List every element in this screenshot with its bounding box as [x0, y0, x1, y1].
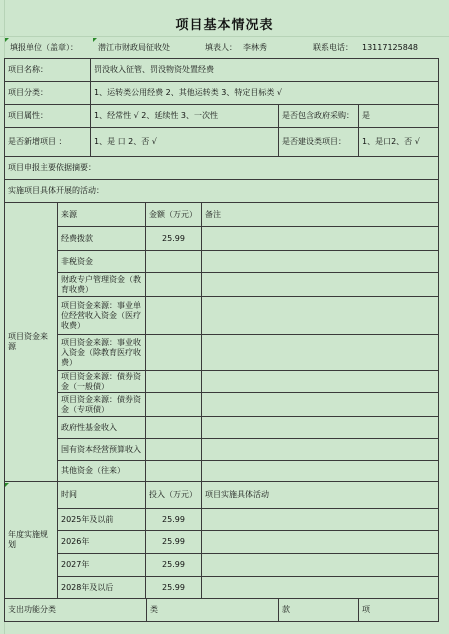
annual-row-time: 2026年 — [57, 530, 146, 554]
funding-row-amount — [145, 272, 202, 297]
annual-row-activity — [201, 553, 439, 577]
activities-label: 实施项目具体开展的活动： — [4, 179, 439, 203]
funding-row-source: 国有资本经营预算收入 — [57, 438, 146, 461]
grid-line — [0, 36, 449, 37]
new-project-value: 1、是 口 2、否 √ — [90, 127, 279, 157]
construction-label: 是否建设类项目： — [278, 127, 359, 157]
gov-purchase-label: 是否包含政府采购： — [278, 104, 359, 128]
annual-row-activity — [201, 576, 439, 599]
funding-row-source: 项目资金来源：债券资金（一般债） — [57, 370, 146, 393]
funding-col-note: 备注 — [201, 202, 439, 227]
annual-col-activity: 项目实施具体活动 — [201, 481, 439, 509]
funding-row-note — [201, 250, 439, 273]
funding-row-source: 经费拨款 — [57, 226, 146, 251]
phone-label: 联系电话： — [313, 42, 353, 52]
funding-col-amount: 金额（万元） — [145, 202, 202, 227]
cell-marker — [5, 38, 9, 42]
funding-row-amount — [145, 392, 202, 417]
funding-row-source: 项目资金来源：事业收入资金（除教育医疗收费） — [57, 334, 146, 371]
annual-row-amount: 25.99 — [145, 508, 202, 531]
annual-row-amount: 25.99 — [145, 576, 202, 599]
funding-row-source: 项目资金来源：债券资金（专项债） — [57, 392, 146, 417]
funding-row-source: 非税资金 — [57, 250, 146, 273]
funding-row-note — [201, 296, 439, 335]
annual-row-time: 2027年 — [57, 553, 146, 577]
funding-row-source: 财政专户管理资金（教育收费） — [57, 272, 146, 297]
project-attribute-label: 项目属性： — [4, 104, 91, 128]
funding-row-note — [201, 392, 439, 417]
annual-row-time: 2028年及以后 — [57, 576, 146, 599]
page-title: 项目基本情况表 — [175, 18, 274, 33]
funding-row-note — [201, 272, 439, 297]
annual-row-time: 2025年及以前 — [57, 508, 146, 531]
project-attribute-value: 1、经常性 √ 2、延续性 3、一次性 — [90, 104, 279, 128]
annual-row-activity — [201, 508, 439, 531]
basis-label: 项目申报主要依据摘要： — [4, 156, 439, 180]
funding-row-amount — [145, 438, 202, 461]
phone-value: 13117125848 — [362, 42, 418, 52]
classification-lei: 类 — [146, 598, 279, 622]
annual-row-activity — [201, 530, 439, 554]
funding-row-amount — [145, 460, 202, 482]
new-project-label: 是否新增项目 ： — [4, 127, 91, 157]
gov-purchase-value: 是 — [358, 104, 439, 128]
funding-row-amount — [145, 334, 202, 371]
annual-col-time: 时间 — [57, 481, 146, 509]
annual-section-label: 年度实施规划 — [4, 481, 58, 599]
funding-row-note — [201, 370, 439, 393]
funding-row-source: 项目资金来源：事业单位经营收入资金（医疗收费） — [57, 296, 146, 335]
cell-marker — [93, 38, 97, 42]
funding-row-amount — [145, 296, 202, 335]
project-category-value: 1、运转类公用经费 2、其他运转类 3、特定目标类 √ — [90, 81, 439, 105]
funding-row-note — [201, 460, 439, 482]
funding-row-source: 其他资金（往来） — [57, 460, 146, 482]
filler-value: 李林秀 — [243, 42, 267, 52]
funding-row-note — [201, 226, 439, 251]
project-name-label: 项目名称： — [4, 58, 91, 82]
annual-row-amount: 25.99 — [145, 530, 202, 554]
annual-col-amount: 投入（万元） — [145, 481, 202, 509]
funding-row-amount — [145, 250, 202, 273]
funding-row-amount — [145, 416, 202, 439]
classification-label: 支出功能分类 — [4, 598, 147, 622]
funding-section-label: 项目资金来源 — [4, 202, 58, 482]
funding-col-source: 来源 — [57, 202, 146, 227]
construction-value: 1、是口2、否 √ — [358, 127, 439, 157]
unit-label: 填报单位（盖章）： — [10, 42, 78, 52]
funding-row-amount: 25.99 — [145, 226, 202, 251]
unit-value: 潜江市财政局征收处 — [98, 42, 170, 52]
project-name-value: 罚没收入征管、罚没物资处置经费 — [90, 58, 439, 82]
funding-row-amount — [145, 370, 202, 393]
funding-row-note — [201, 416, 439, 439]
classification-xiang: 项 — [358, 598, 439, 622]
funding-row-note — [201, 334, 439, 371]
filler-label: 填表人： — [205, 42, 237, 52]
annual-row-amount: 25.99 — [145, 553, 202, 577]
classification-kuan: 款 — [278, 598, 359, 622]
project-category-label: 项目分类： — [4, 81, 91, 105]
funding-row-note — [201, 438, 439, 461]
funding-row-source: 政府性基金收入 — [57, 416, 146, 439]
